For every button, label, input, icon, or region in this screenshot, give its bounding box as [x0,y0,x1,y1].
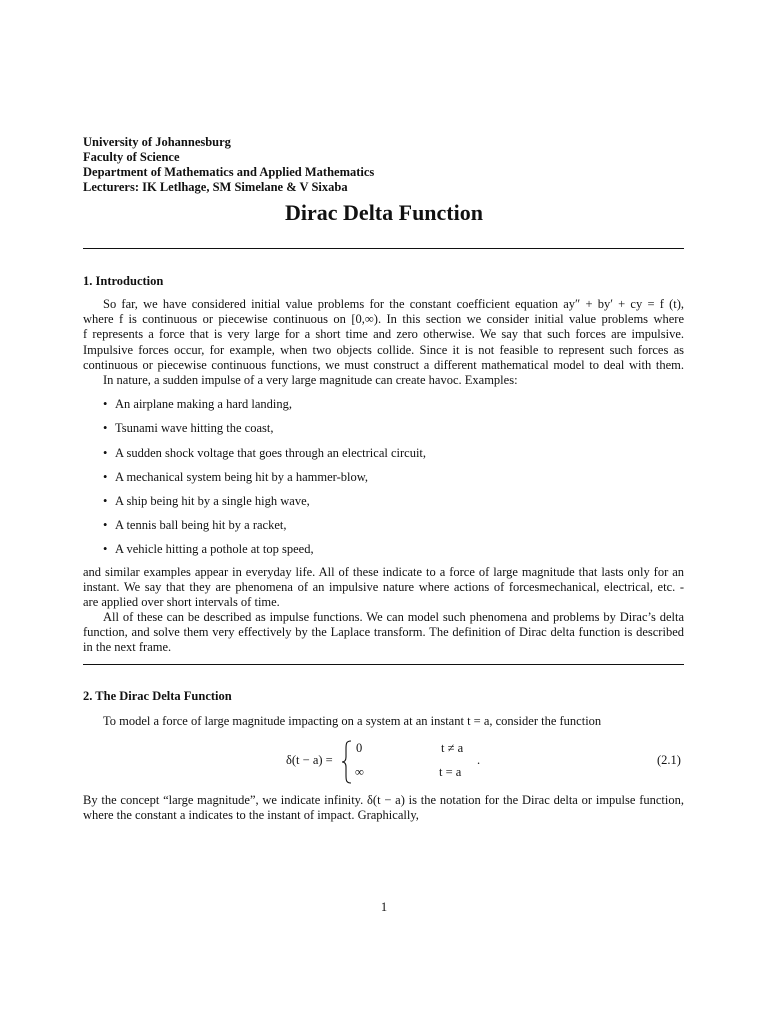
text-line: continuous or piecewise continuous functions, we must construct a different mathematical model to deal with them. [83,357,684,372]
text-line: in the next frame. [83,640,172,655]
text-line: All of these can be described as impulse functions. We can model such phenomena and problems by Dirac’s delta [103,610,684,624]
list-item [103,421,273,436]
document-header [83,135,374,195]
page-number: 1 [380,900,388,914]
university-name: University of Johannesburg [83,135,231,149]
horizontal-rule [83,248,684,249]
list-item [103,542,314,557]
left-brace-icon [341,740,353,784]
case-1-value: 0 [356,741,363,755]
text-line: Impulsive forces occur, for example, when two objects collide. Since it is not feasible to represent such forces as [83,342,684,357]
list-item [103,518,286,533]
text-line: By the concept “large magnitude”, we indicate infinity. δ(t − a) is the notation for the Dirac delta or impulse function, [83,793,684,807]
list-item-text: An airplane making a hard landing, [115,397,293,411]
bullet-icon: • [103,421,108,435]
text-line: function, and solve them very effectively by the Laplace transform. The definition of Dirac delta function is described [83,625,684,640]
list-item-text: A ship being hit by a single high wave, [115,494,310,508]
text-line: are applied over short intervals of time. [83,595,280,610]
equation-period: . [477,753,481,767]
bullet-icon: • [103,446,108,460]
case-1-condition: t ≠ a [441,741,464,755]
intro-paragraph-3 [83,565,684,611]
intro-paragraph-2 [83,373,684,388]
text-line: So far, we have considered initial value problems for the constant coefficient equation ay″ + by′ + cy = f (t), [103,297,684,311]
text-line: instant. We say that they are phenomena of an impulsive nature where actions of forcesmechanical, electrical, etc. - [83,580,684,595]
list-item-text: A tennis ball being hit by a racket, [115,518,287,532]
horizontal-rule [83,664,684,665]
text-line: and similar examples appear in everyday life. All of these indicate to a force of large magnitude that lasts only for an [83,565,684,579]
bullet-icon: • [103,518,108,532]
intro-paragraph-4 [83,610,684,656]
list-item [103,397,292,412]
equation-number: (2.1) [657,753,681,767]
text-line: f represents a force that is very large for a short time and zero otherwise. We say that such forces are impulsive. [83,327,684,342]
bullet-icon: • [103,494,108,508]
text-line: where the constant a indicates to the instant of impact. Graphically, [83,808,419,823]
list-item [103,470,368,485]
faculty-name: Faculty of Science [83,150,180,164]
document-title: Dirac Delta Function [285,200,483,225]
section-heading-dirac-delta: 2. The Dirac Delta Function [83,689,232,703]
section-heading-introduction: 1. Introduction [83,274,164,288]
text-line: In nature, a sudden impulse of a very large magnitude can create havoc. Examples: [103,373,518,387]
list-item-text: Tsunami wave hitting the coast, [115,421,274,435]
list-item [103,494,310,509]
lecturers-line: Lecturers: IK Letlhage, SM Simelane & V Sixaba [83,180,348,194]
case-2-value: ∞ [355,765,364,779]
bullet-icon: • [103,470,108,484]
department-name: Department of Mathematics and Applied Mathematics [83,165,375,179]
bullet-icon: • [103,542,108,556]
section2-paragraph-1 [83,714,684,729]
section2-paragraph-2 [83,793,684,823]
text-line: To model a force of large magnitude impacting on a system at an instant t = a, consider the function [103,714,602,728]
list-item-text: A sudden shock voltage that goes through an electrical circuit, [115,446,427,460]
bullet-icon: • [103,397,108,411]
text-line: where f is continuous or piecewise continuous on [0,∞). In this section we consider initial value problems where [83,312,684,327]
list-item [103,446,426,461]
case-2-condition: t = a [439,765,462,779]
list-item-text: A vehicle hitting a pothole at top speed, [115,542,314,556]
equation-lhs: δ(t − a) = [286,753,333,767]
intro-paragraph-1 [83,297,684,373]
list-item-text: A mechanical system being hit by a hammer-blow, [115,470,369,484]
